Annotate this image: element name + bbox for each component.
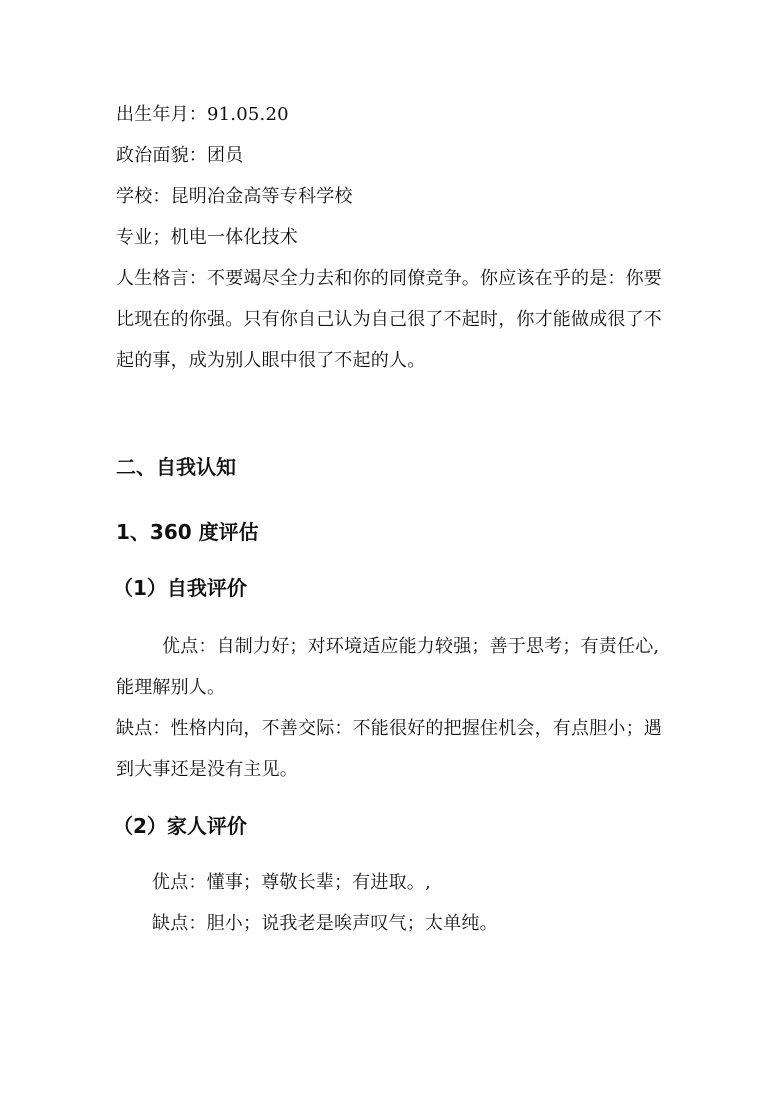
- family-cons-line: 缺点：胆小；说我老是唉声叹气；太单纯。: [152, 913, 498, 934]
- self-cons-line-2: 到大事还是没有主见。: [116, 759, 298, 780]
- self-pros-line-1: 优点：自制力好；对环境适应能力较强；善于思考；有责任心,: [162, 636, 660, 657]
- family-pros-line: 优点：懂事；尊敬长辈；有进取。,: [152, 872, 431, 893]
- self-cons-line-1: 缺点：性格内向，不善交际：不能很好的把握住机会，有点胆小；遇: [116, 718, 662, 739]
- motto-line-3: 起的事，成为别人眼中很了不起的人。: [116, 350, 426, 371]
- motto-line-1: 人生格言：不要竭尽全力去和你的同僚竞争。你应该在乎的是：你要: [116, 268, 662, 289]
- self-pros-line-2: 能理解别人。: [116, 677, 226, 698]
- section-heading-self-awareness: 二、自我认知: [116, 455, 236, 479]
- major-line: 专业；机电一体化技术: [116, 227, 298, 248]
- birth-date-line: 出生年月：91.05.20: [116, 104, 289, 125]
- political-status-line: 政治面貌：团员: [116, 145, 244, 166]
- subsection-heading-360-evaluation: 1、360 度评估: [116, 520, 259, 544]
- school-line: 学校：昆明冶金高等专科学校: [116, 186, 353, 207]
- subsection-heading-family-evaluation: （2）家人评价: [113, 814, 247, 838]
- motto-line-2: 比现在的你强。只有你自己认为自己很了不起时，你才能做成很了不: [116, 309, 662, 330]
- subsection-heading-self-evaluation: （1）自我评价: [113, 576, 247, 600]
